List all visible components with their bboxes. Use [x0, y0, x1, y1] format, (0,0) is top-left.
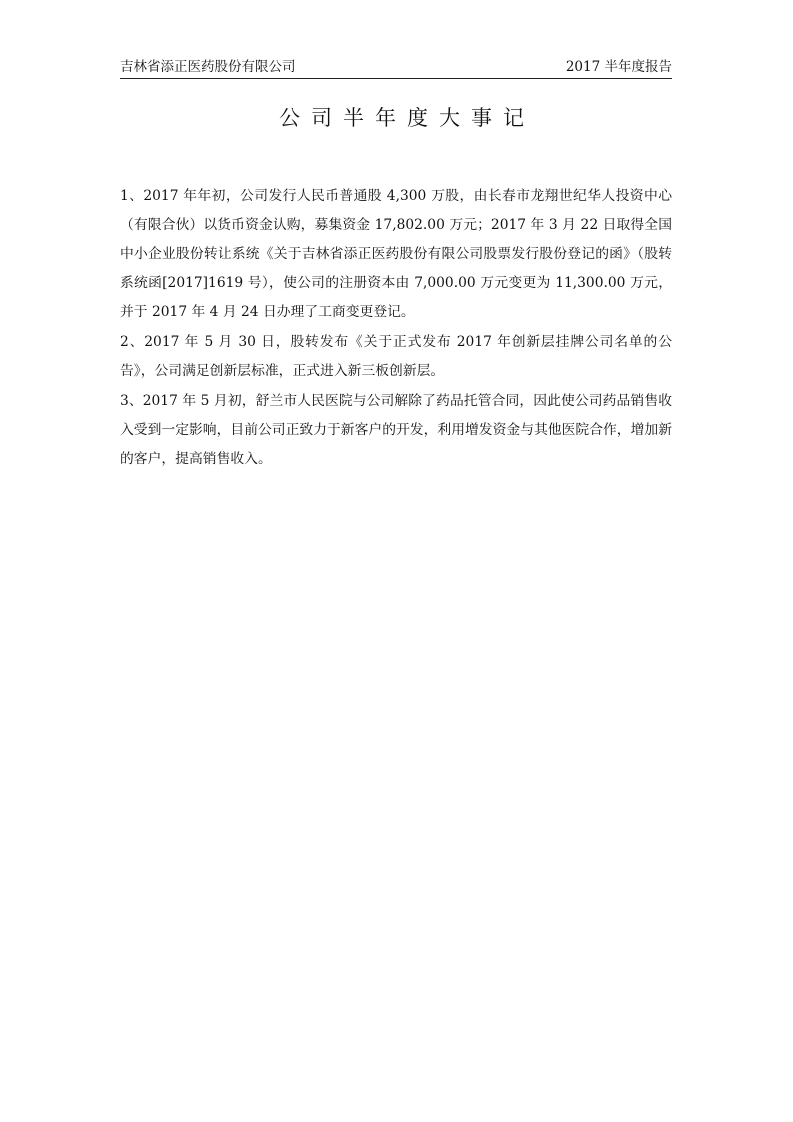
header-report-title: 2017 半年度报告: [565, 59, 672, 75]
event-item-3: 3、2017 年 5 月初，舒兰市人民医院与公司解除了药品托管合同，因此使公司药品销售收入受到一定影响，目前公司正致力于新客户的开发，利用增发资金与其他医院合作，增加新的客户，提高销售收入。: [120, 393, 672, 467]
header-company-name: 吉林省添正医药股份有限公司: [120, 59, 296, 75]
events-list: [120, 182, 672, 475]
page-header: [120, 56, 672, 79]
event-item-2: 2、2017 年 5 月 30 日，股转发布《关于正式发布 2017 年创新层挂牌公司名单的公告》，公司满足创新层标准，正式进入新三板创新层。: [120, 334, 672, 379]
page-title: 公司半年度大事记: [279, 106, 535, 130]
event-item-1: 1、2017 年年初，公司发行人民币普通股 4,300 万股，由长春市龙翔世纪华人投资中心（有限合伙）以货币资金认购，募集资金 17,802.00 万元；2017 年 3 月 22 日取得全国中小企业股份转让系统《关于吉林省添正医药股份有限公司股票发行股份登记的函》（股转系统函[2017]1619 号），使公司的注册资本由 7,000.00 万元变更为 11,300.00 万元，并于 2017 年 4 月 24 日办理了工商变更登记。: [120, 188, 672, 320]
